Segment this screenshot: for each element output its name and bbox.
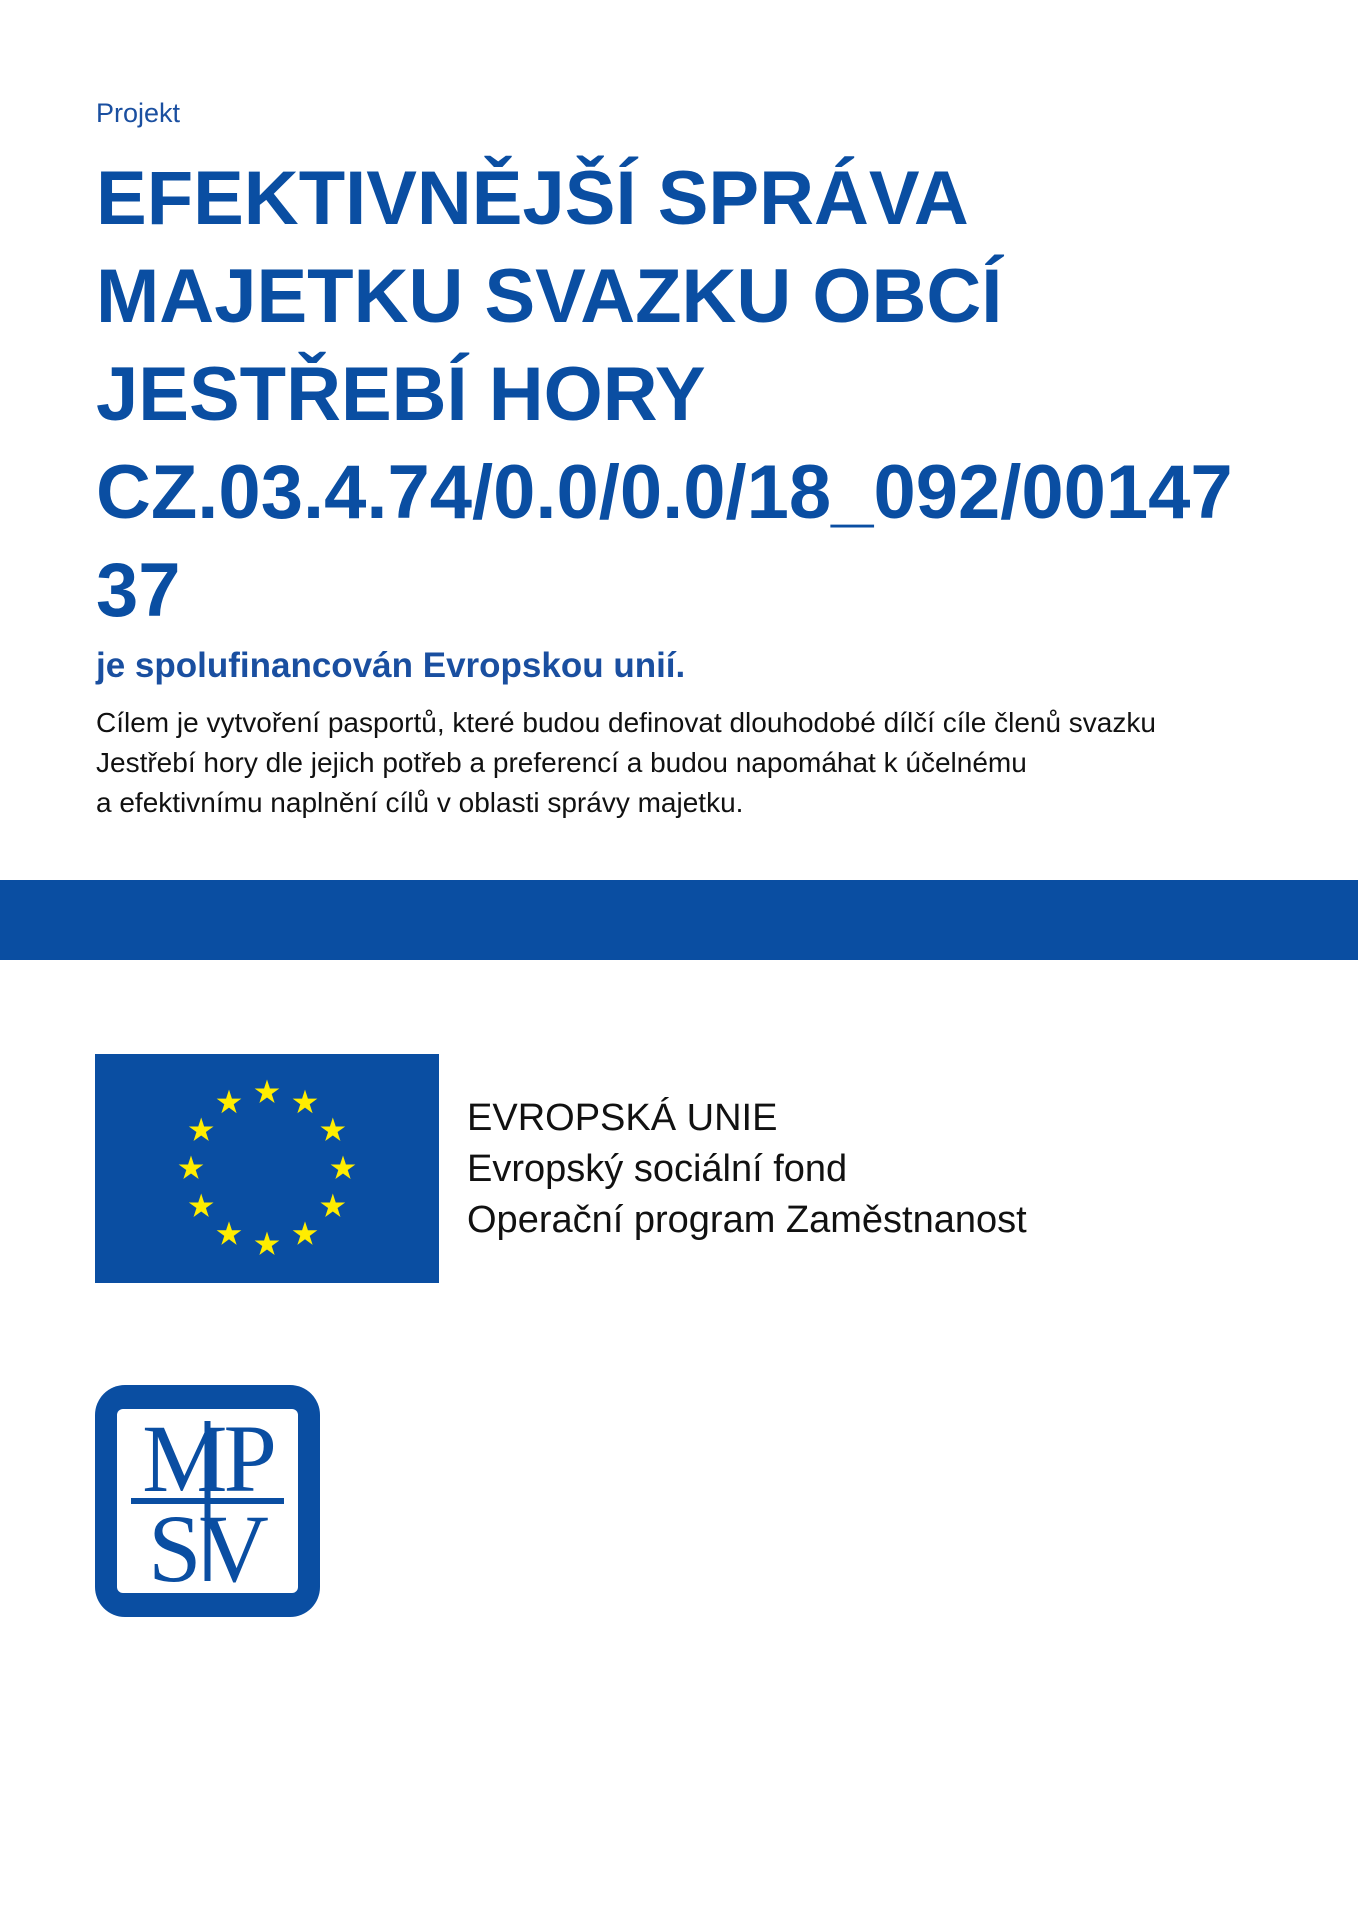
- mpsv-letters-bottom: SV: [148, 1495, 267, 1602]
- title-line-5: 37: [96, 548, 181, 633]
- op-employment-line: Operační program Zaměstnanost: [467, 1199, 1027, 1241]
- title-line-4: CZ.03.4.74/0.0/0.0/18_092/00147: [96, 450, 1233, 535]
- title-line-1: EFEKTIVNĚJŠÍ SPRÁVA: [96, 156, 969, 241]
- title-line-3: JESTŘEBÍ HORY: [96, 352, 706, 437]
- mpsv-logo-icon: [95, 1385, 320, 1617]
- description-line-3: a efektivnímu naplnění cílů v oblasti správy majetku.: [96, 787, 744, 818]
- eu-union-line: EVROPSKÁ UNIE: [467, 1097, 778, 1139]
- project-label: Projekt: [96, 98, 181, 128]
- esf-line: Evropský sociální fond: [467, 1148, 848, 1190]
- blue-divider-band: [0, 880, 1358, 960]
- description-line-1: Cílem je vytvoření pasportů, které budou definovat dlouhodobé dílčí cíle členů svazku: [96, 707, 1156, 738]
- description-line-2: Jestřebí hory dle jejich potřeb a preferencí a budou napomáhat k účelnému: [96, 747, 1027, 778]
- eu-funding-text: [467, 1093, 1027, 1246]
- eu-flag-icon: [95, 1054, 439, 1283]
- project-title: [96, 150, 1296, 640]
- cofinanced-statement: je spolufinancován Evropskou unií.: [96, 646, 686, 685]
- title-line-2: MAJETKU SVAZKU OBCÍ: [96, 254, 1003, 339]
- project-description: [96, 703, 1156, 823]
- mpsv-letters-top: MP: [142, 1405, 273, 1512]
